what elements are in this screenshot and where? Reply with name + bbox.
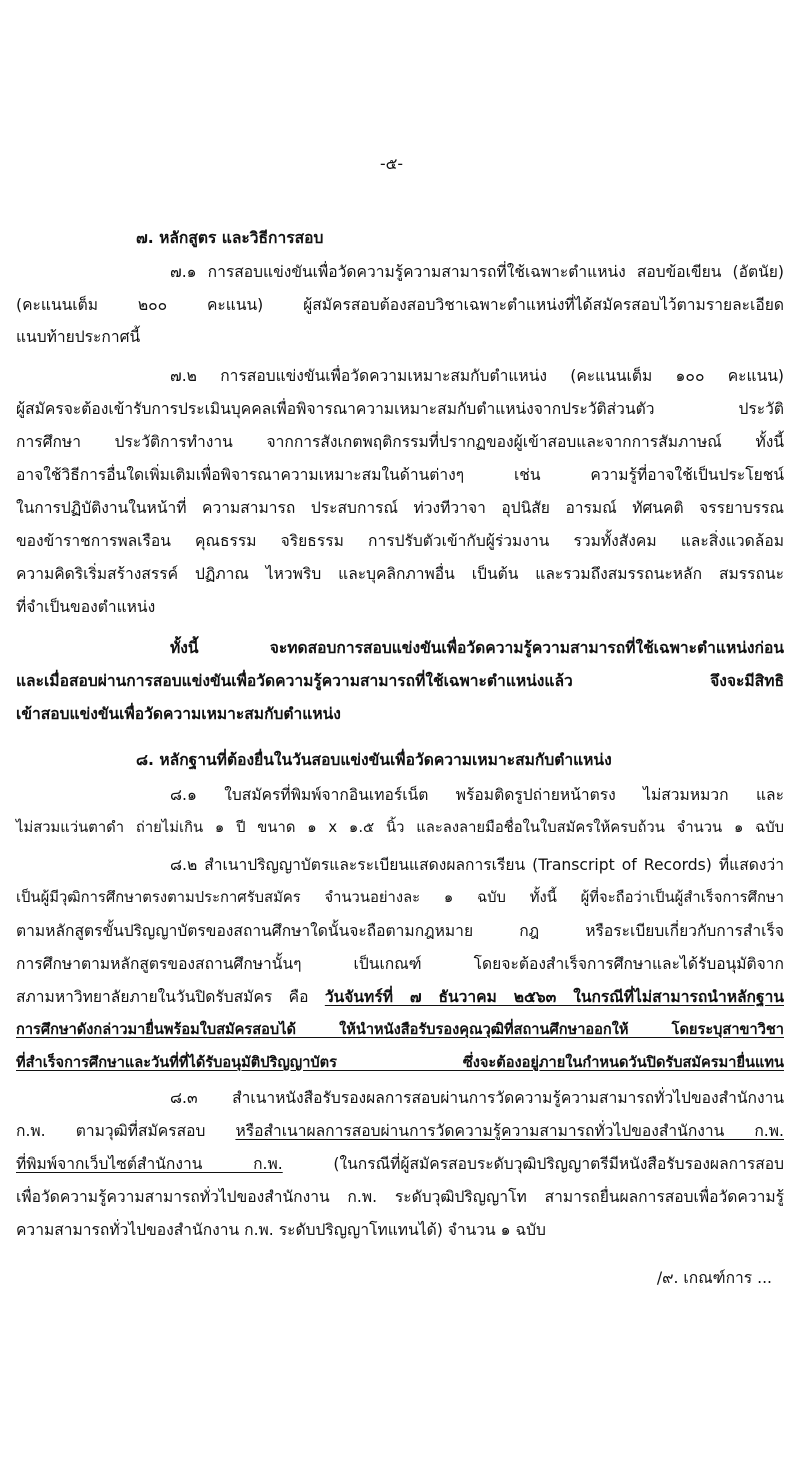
paragraph-8-3-text: (ในกรณีที่ผู้สมัครสอบระดับวุฒิปริญญาตรีมีหนังสือรับรองผลการสอบ	[282, 1155, 784, 1173]
paragraph-7-2-line: ผู้สมัครจะต้องเข้ารับการประเมินบุคคลเพื่อพิจารณาความเหมาะสมกับตำแหน่งจากประวัติส่วนตัว ประวัติ	[16, 400, 784, 418]
paragraph-8-2-line: การศึกษาดังกล่าวมายื่นพร้อมใบสมัครสอบได้ ให้นำหนังสือรับรองคุณวุฒิที่สถานศึกษาออกให้ โดยระบุสาขาวิชา	[16, 1021, 784, 1038]
continuation-marker: /๙. เกณฑ์การ ...	[656, 1269, 772, 1287]
paragraph-7-note-line: และเมื่อสอบผ่านการสอบแข่งขันเพื่อวัดความรู้ความสามารถที่ใช้เฉพาะตำแหน่งแล้ว จึงจะมีสิทธิ	[16, 672, 784, 690]
paragraph-8-3-line: ความสามารถทั่วไปของสำนักงาน ก.พ. ระดับปริญญาโทแทนได้) จำนวน ๑ ฉบับ	[16, 1221, 546, 1239]
paragraph-8-3-text: ก.พ. ตามวุฒิที่สมัครสอบ	[16, 1122, 236, 1140]
underlined-text: ที่พิมพ์จากเว็บไซต์สำนักงาน ก.พ.	[16, 1155, 283, 1173]
paragraph-7-2-line: ที่จำเป็นของตำแหน่ง	[16, 598, 156, 616]
paragraph-8-1-line: ๘.๑ ใบสมัครที่พิมพ์จากอินเทอร์เน็ต พร้อมติดรูปถ่ายหน้าตรง ไม่สวมหมวก และ	[170, 786, 784, 804]
paragraph-8-2-line: เป็นผู้มีวุฒิการศึกษาตรงตามประกาศรับสมัคร จำนวนอย่างละ ๑ ฉบับ ทั้งนี้ ผู้ที่จะถือว่าเป็นผู้สำเร็จการศึกษา	[16, 889, 784, 906]
paragraph-8-2-line: ที่สำเร็จการศึกษาและวันที่ที่ได้รับอนุมัติปริญญาบัตร ซึ่งจะต้องอยู่ภายในกำหนดวันปิดรับสมัครมายื่นแทน	[16, 1054, 784, 1071]
paragraph-8-1-line: ไม่สวมแว่นตาดำ ถ่ายไม่เกิน ๑ ปี ขนาด ๑ x ๑.๕ นิ้ว และลงลายมือชื่อในใบสมัครให้ครบถ้วน จำนวน ๑ ฉบับ	[16, 819, 784, 836]
paragraph-7-1-line: ๗.๑ การสอบแข่งขันเพื่อวัดความรู้ความสามารถที่ใช้เฉพาะตำแหน่ง สอบข้อเขียน (อัตนัย)	[170, 263, 784, 281]
paragraph-8-2-text: สภามหาวิทยาลัยภายในวันปิดรับสมัคร คือ	[16, 988, 325, 1006]
paragraph-7-2-line: ในการปฏิบัติงานในหน้าที่ ความสามารถ ประสบการณ์ ท่วงทีวาจา อุปนิสัย อารมณ์ ทัศนคติ จรรยาบรรณ	[16, 499, 784, 517]
paragraph-8-3-line	[16, 1119, 784, 1143]
paragraph-7-note-line: เข้าสอบแข่งขันเพื่อวัดความเหมาะสมกับตำแหน่ง	[16, 705, 341, 723]
paragraph-7-1-line: แนบท้ายประกาศนี้	[16, 328, 141, 346]
paragraph-8-2-line: ๘.๒ สำเนาปริญญาบัตรและระเบียนแสดงผลการเรียน (Transcript of Records) ที่แสดงว่า	[170, 856, 784, 874]
closing-date-highlight: วันจันทร์ที่ ๗ ธันวาคม ๒๕๖๓ ในกรณีที่ไม่สามารถนำหลักฐาน	[324, 988, 784, 1006]
paragraph-8-2-line: ตามหลักสูตรขั้นปริญญาบัตรของสถานศึกษาใดนั้นจะถือตามกฎหมาย กฎ หรือระเบียบเกี่ยวกับการสำเร็จ	[16, 922, 784, 940]
page-number: -๕-	[380, 155, 404, 173]
underlined-text: หรือสำเนาผลการสอบผ่านการวัดความรู้ความสามารถทั่วไปของสำนักงาน ก.พ.	[235, 1122, 784, 1140]
paragraph-7-2-line: การศึกษา ประวัติการทำงาน จากการสังเกตพฤติกรรมที่ปรากฏของผู้เข้าสอบและจากการสัมภาษณ์ ทั้งนี้	[16, 433, 784, 451]
paragraph-7-2-line: ๗.๒ การสอบแข่งขันเพื่อวัดความเหมาะสมกับตำแหน่ง (คะแนนเต็ม ๑๐๐ คะแนน)	[170, 367, 784, 385]
paragraph-7-1-line: (คะแนนเต็ม ๒๐๐ คะแนน) ผู้สมัครสอบต้องสอบวิชาเฉพาะตำแหน่งที่ได้สมัครสอบไว้ตามรายละเอียด	[16, 296, 784, 314]
paragraph-8-2-line	[16, 985, 784, 1009]
section-7-heading: ๗. หลักสูตร และวิธีการสอบ	[136, 229, 324, 247]
paragraph-8-2-line: การศึกษาตามหลักสูตรของสถานศึกษานั้นๆ เป็นเกณฑ์ โดยจะต้องสำเร็จการศึกษาและได้รับอนุมัติจาก	[16, 955, 784, 973]
paragraph-7-2-line: อาจใช้วิธีการอื่นใดเพิ่มเติมเพื่อพิจารณาความเหมาะสมในด้านต่างๆ เช่น ความรู้ที่อาจใช้เป็นประโยชน์	[16, 466, 784, 484]
paragraph-7-2-line: ของข้าราชการพลเรือน คุณธรรม จริยธรรม การปรับตัวเข้ากับผู้ร่วมงาน รวมทั้งสังคม และสิ่งแวดล้อม	[16, 532, 784, 550]
paragraph-7-note-line: ทั้งนี้ จะทดสอบการสอบแข่งขันเพื่อวัดความรู้ความสามารถที่ใช้เฉพาะตำแหน่งก่อน	[170, 639, 784, 657]
paragraph-8-3-line	[16, 1152, 784, 1176]
section-8-heading: ๘. หลักฐานที่ต้องยื่นในวันสอบแข่งขันเพื่อวัดความเหมาะสมกับตำแหน่ง	[136, 751, 612, 769]
paragraph-7-2-line: ความคิดริเริ่มสร้างสรรค์ ปฏิภาณ ไหวพริบ และบุคลิกภาพอื่น เป็นต้น และรวมถึงสมรรถนะหลัก สมรรถนะ	[16, 565, 784, 583]
paragraph-8-3-line: เพื่อวัดความรู้ความสามารถทั่วไปของสำนักงาน ก.พ. ระดับวุฒิปริญญาโท สามารถยื่นผลการสอบเพื่อวัดความรู้	[16, 1188, 784, 1206]
paragraph-8-3-line: ๘.๓ สำเนาหนังสือรับรองผลการสอบผ่านการวัดความรู้ความสามารถทั่วไปของสำนักงาน	[170, 1089, 784, 1107]
